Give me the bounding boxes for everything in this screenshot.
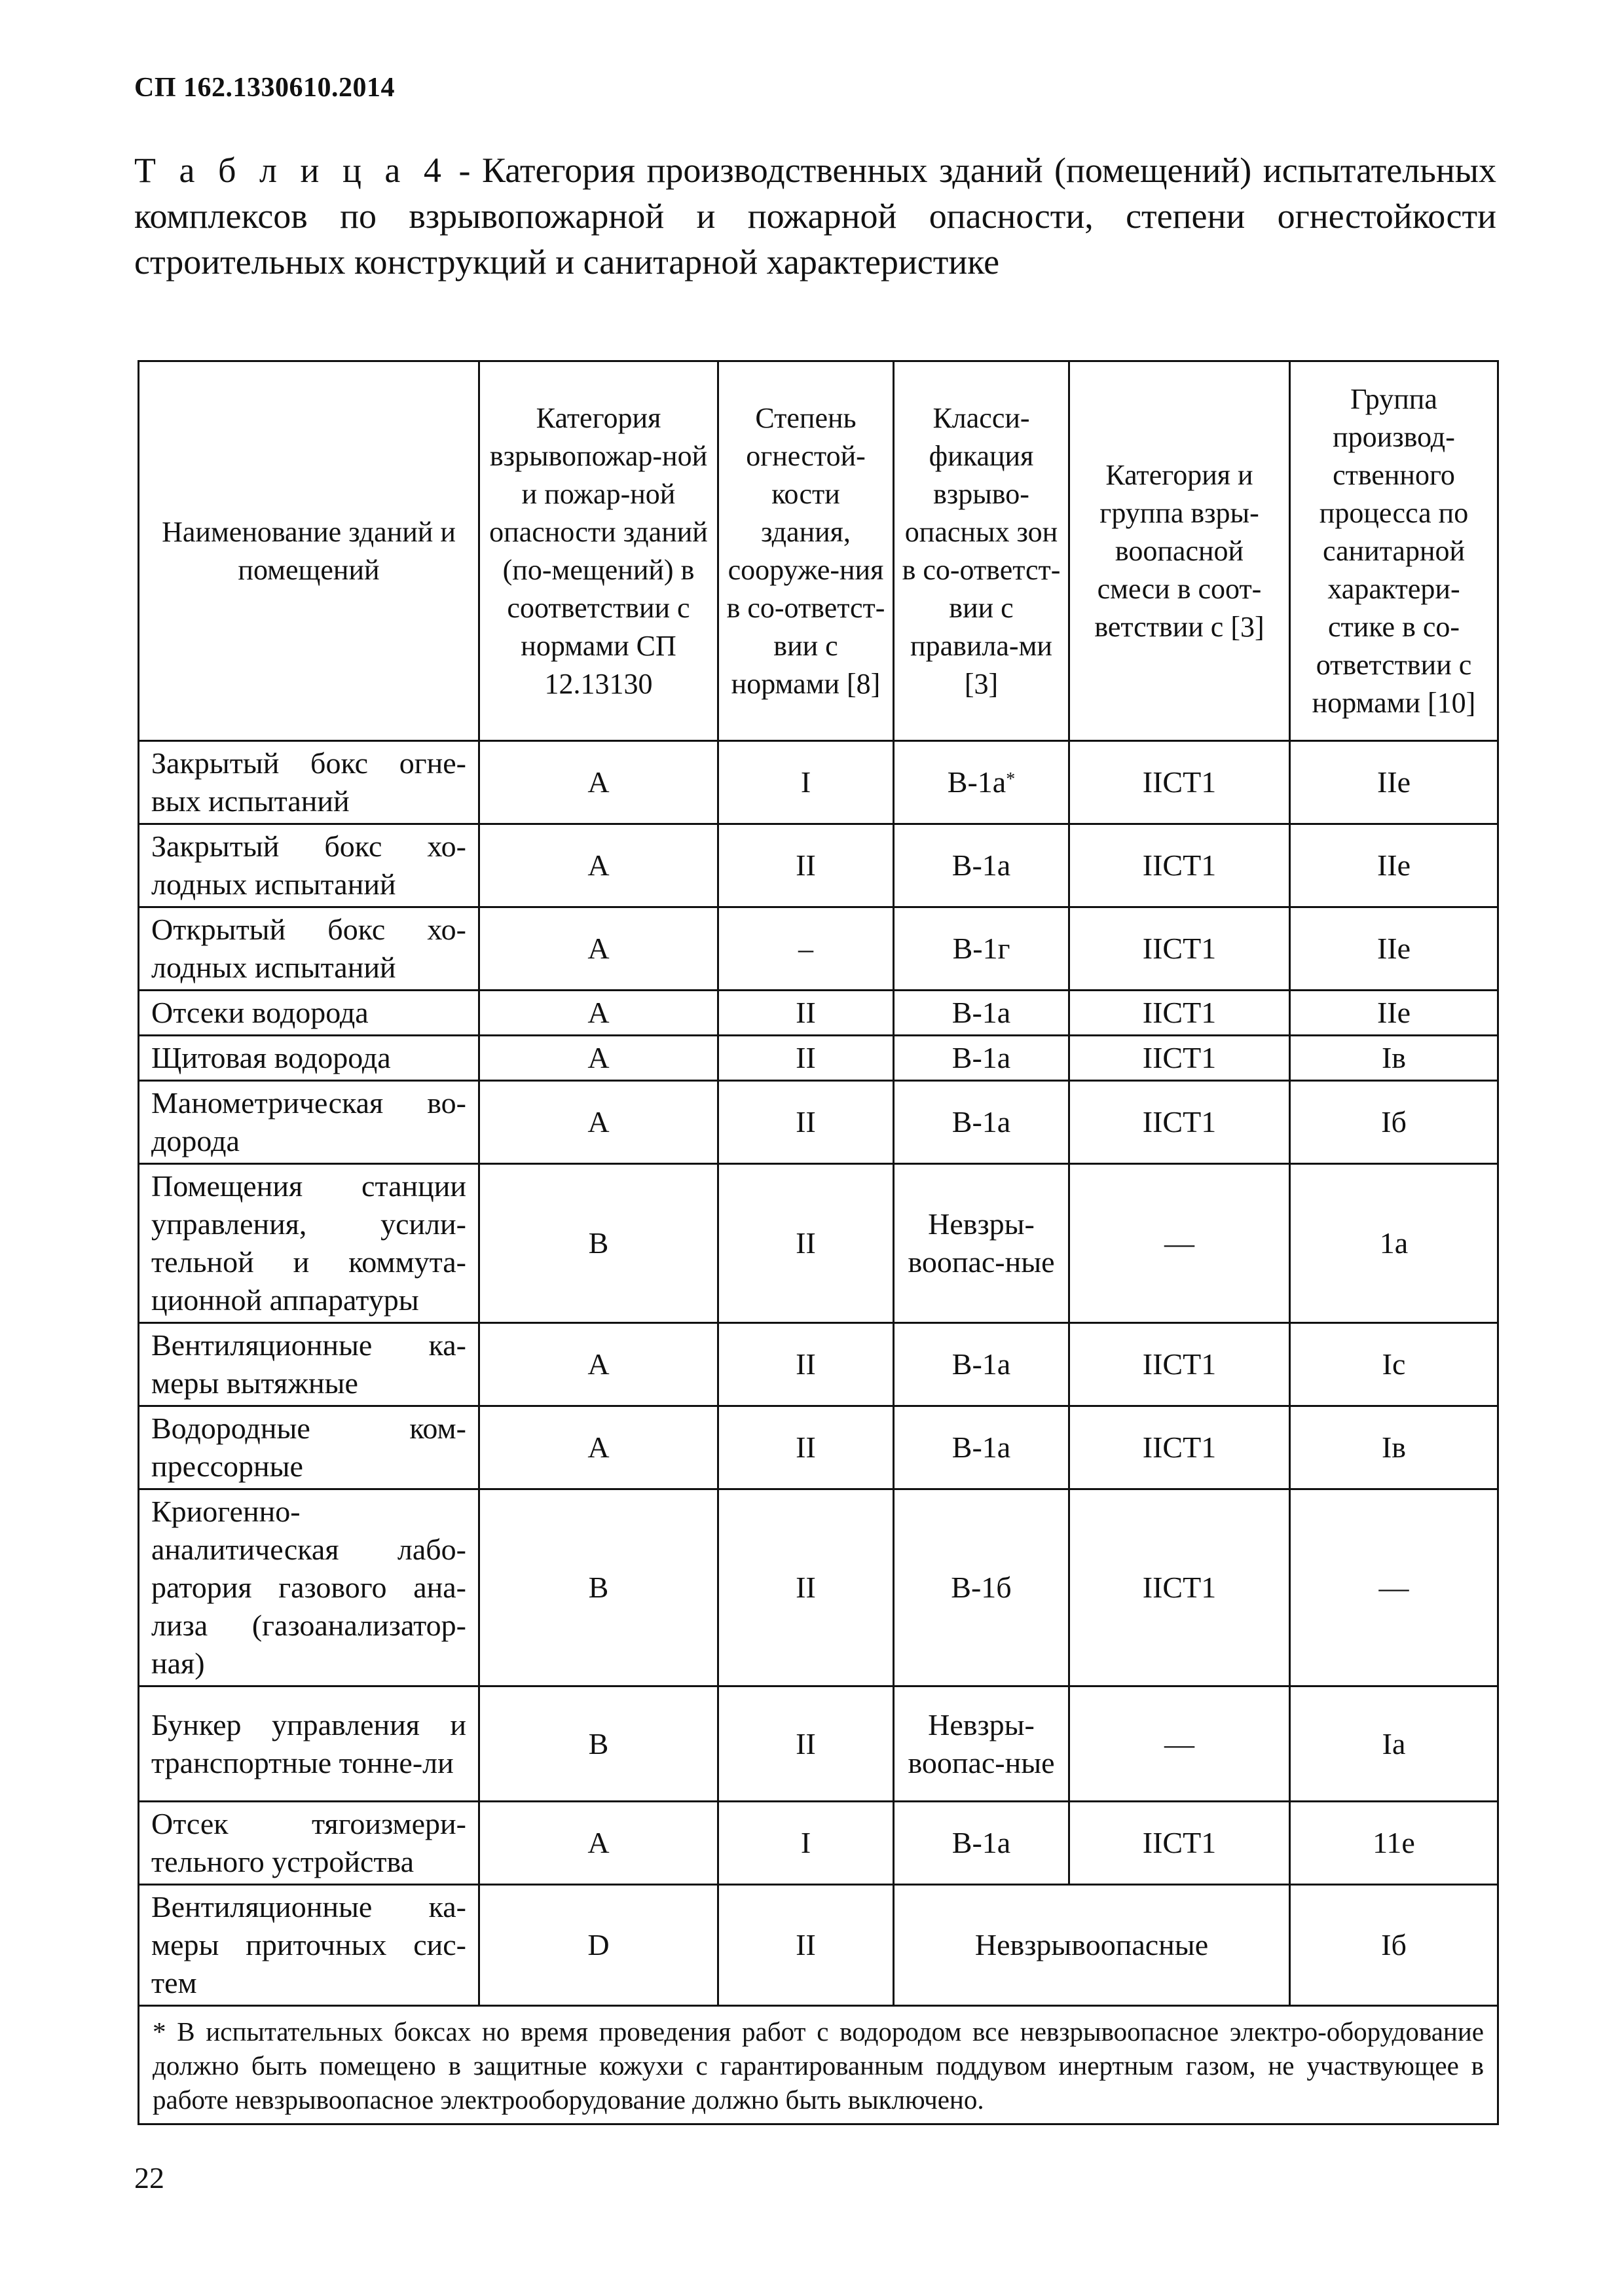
cell-name: Манометрическая во-дорода: [139, 1081, 479, 1164]
cell-zone-class: В-1а: [894, 1081, 1069, 1164]
cell-mixture: IIСТ1: [1069, 1036, 1290, 1081]
cell-name: Закрытый бокс хо-лодных испытаний: [139, 824, 479, 907]
table-row: [139, 991, 1498, 1036]
cell-category: А: [479, 1802, 718, 1885]
cell-name: Отсек тягоизмери-тельного устройства: [139, 1802, 479, 1885]
cell-sanitary: Iа: [1290, 1686, 1498, 1802]
cell-name: Помещения станции управления, усили-тельной и коммута-ционной аппаратуры: [139, 1164, 479, 1323]
cell-mixture: IIСТ1: [1069, 1489, 1290, 1686]
cell-fire-resistance: II: [718, 1489, 894, 1686]
table-row: [139, 1885, 1498, 2006]
cell-fire-resistance: I: [718, 741, 894, 824]
cell-name: Криогенно-аналитическая лабо-ратория газового ана-лиза (газоанализатор-ная): [139, 1489, 479, 1686]
cell-mixture: IIСТ1: [1069, 1406, 1290, 1489]
cell-mixture: —: [1069, 1686, 1290, 1802]
table-caption: [134, 147, 1496, 285]
cell-sanitary: Iв: [1290, 1036, 1498, 1081]
cell-category: А: [479, 1406, 718, 1489]
cell-zone-class: В-1а: [894, 1036, 1069, 1081]
cell-category: В: [479, 1164, 718, 1323]
page-number: 22: [134, 2161, 164, 2195]
table-row: [139, 1686, 1498, 1802]
cell-mixture: IIСТ1: [1069, 741, 1290, 824]
cell-category: А: [479, 991, 718, 1036]
table-row: [139, 1802, 1498, 1885]
cell-name: Вентиляционные ка-меры приточных сис-тем: [139, 1885, 479, 2006]
column-header-fire-resistance: Степень огнестой-кости здания, сооруже-ния в со-ответст-вии с нормами [8]: [718, 361, 894, 741]
table-row: [139, 1164, 1498, 1323]
cell-mixture: IIСТ1: [1069, 991, 1290, 1036]
cell-mixture: IIСТ1: [1069, 1802, 1290, 1885]
table-row: [139, 907, 1498, 991]
cell-sanitary: —: [1290, 1489, 1498, 1686]
cell-fire-resistance: II: [718, 1323, 894, 1406]
cell-sanitary: IIе: [1290, 741, 1498, 824]
cell-fire-resistance: II: [718, 1406, 894, 1489]
cell-name: Щитовая водорода: [139, 1036, 479, 1081]
cell-sanitary: Iб: [1290, 1885, 1498, 2006]
cell-sanitary: 11е: [1290, 1802, 1498, 1885]
column-header-sanitary: Группа производ-ственного процесса по санитарной характери-стике в со-ответствии с нормами [10]: [1290, 361, 1498, 741]
classification-table: [138, 360, 1499, 2125]
cell-fire-resistance: II: [718, 1081, 894, 1164]
cell-category: А: [479, 1081, 718, 1164]
cell-fire-resistance: II: [718, 1885, 894, 2006]
table-row: [139, 1489, 1498, 1686]
document-code: СП 162.1330610.2014: [134, 73, 395, 103]
cell-zone-class: В-1а: [894, 1323, 1069, 1406]
cell-category: А: [479, 907, 718, 991]
cell-mixture: IIСТ1: [1069, 824, 1290, 907]
cell-fire-resistance: I: [718, 1802, 894, 1885]
cell-fire-resistance: II: [718, 991, 894, 1036]
cell-fire-resistance: II: [718, 1164, 894, 1323]
cell-sanitary: Iс: [1290, 1323, 1498, 1406]
cell-zone-class: В-1а: [894, 991, 1069, 1036]
table-row: [139, 1081, 1498, 1164]
cell-name: Бункер управления и транспортные тонне-ли: [139, 1686, 479, 1802]
cell-fire-resistance: II: [718, 1036, 894, 1081]
table-row: [139, 824, 1498, 907]
cell-category: D: [479, 1885, 718, 2006]
table-row: [139, 741, 1498, 824]
cell-zone-class: В-1г: [894, 907, 1069, 991]
table-footnote-row: [139, 2006, 1498, 2124]
cell-zone-class: Невзры-воопас-ные: [894, 1686, 1069, 1802]
cell-name: Открытый бокс хо-лодных испытаний: [139, 907, 479, 991]
cell-name: Закрытый бокс огне-вых испытаний: [139, 741, 479, 824]
cell-zone-mixture-merged: Невзрывоопасные: [894, 1885, 1290, 2006]
cell-zone-class: В-1а: [894, 1406, 1069, 1489]
table-header-row: [139, 361, 1498, 741]
column-header-category: Категория взрывопожар-ной и пожар-ной опасности зданий (по-мещений) в соответствии с нормами СП 12.13130: [479, 361, 718, 741]
column-header-name: Наименование зданий и помещений: [139, 361, 479, 741]
cell-zone-class: В-1б: [894, 1489, 1069, 1686]
cell-mixture: IIСТ1: [1069, 1081, 1290, 1164]
cell-zone-class: [894, 741, 1069, 824]
footnote-mark: *: [1006, 769, 1016, 790]
zone-class-value: В-1а: [947, 765, 1006, 799]
cell-category: В: [479, 1489, 718, 1686]
cell-sanitary: IIе: [1290, 824, 1498, 907]
cell-sanitary: Iв: [1290, 1406, 1498, 1489]
cell-fire-resistance: II: [718, 824, 894, 907]
cell-mixture: IIСТ1: [1069, 1323, 1290, 1406]
cell-category: А: [479, 1323, 718, 1406]
cell-category: А: [479, 741, 718, 824]
cell-category: А: [479, 1036, 718, 1081]
cell-sanitary: IIе: [1290, 991, 1498, 1036]
table-row: [139, 1323, 1498, 1406]
cell-sanitary: Iб: [1290, 1081, 1498, 1164]
cell-fire-resistance: –: [718, 907, 894, 991]
cell-zone-class: В-1а: [894, 1802, 1069, 1885]
table-caption-lead: Т а б л и ц а 4: [134, 151, 447, 190]
cell-zone-class: В-1а: [894, 824, 1069, 907]
cell-zone-class: Невзры-воопас-ные: [894, 1164, 1069, 1323]
table-caption-text: - Категория производственных зданий (помещений) испытательных комплексов по взрывопожарной и пожарной опасности, степени огнестойкости строительных конструкций и санитарной характеристике: [134, 151, 1496, 282]
cell-category: В: [479, 1686, 718, 1802]
cell-name: Вентиляционные ка-меры вытяжные: [139, 1323, 479, 1406]
cell-sanitary: 1а: [1290, 1164, 1498, 1323]
column-header-zone-class: Класси-фикация взрыво-опасных зон в со-ответст-вии с правила-ми [3]: [894, 361, 1069, 741]
column-header-mixture: Категория и группа взры-воопасной смеси в соот-ветствии с [3]: [1069, 361, 1290, 741]
cell-name: Отсеки водорода: [139, 991, 479, 1036]
cell-fire-resistance: II: [718, 1686, 894, 1802]
table-footnote: * В испытательных боксах но время проведения работ с водородом все невзрывоопасное электро-оборудование должно быть помещено в защитные кожухи с гарантированным поддувом инертным газом, не участвующее в работе невзрывоопасное электрооборудование должно быть выключено.: [139, 2006, 1498, 2124]
cell-mixture: —: [1069, 1164, 1290, 1323]
cell-mixture: IIСТ1: [1069, 907, 1290, 991]
classification-table-container: [138, 360, 1497, 2125]
table-row: [139, 1036, 1498, 1081]
cell-sanitary: IIе: [1290, 907, 1498, 991]
cell-category: А: [479, 824, 718, 907]
table-row: [139, 1406, 1498, 1489]
cell-name: Водородные ком-прессорные: [139, 1406, 479, 1489]
